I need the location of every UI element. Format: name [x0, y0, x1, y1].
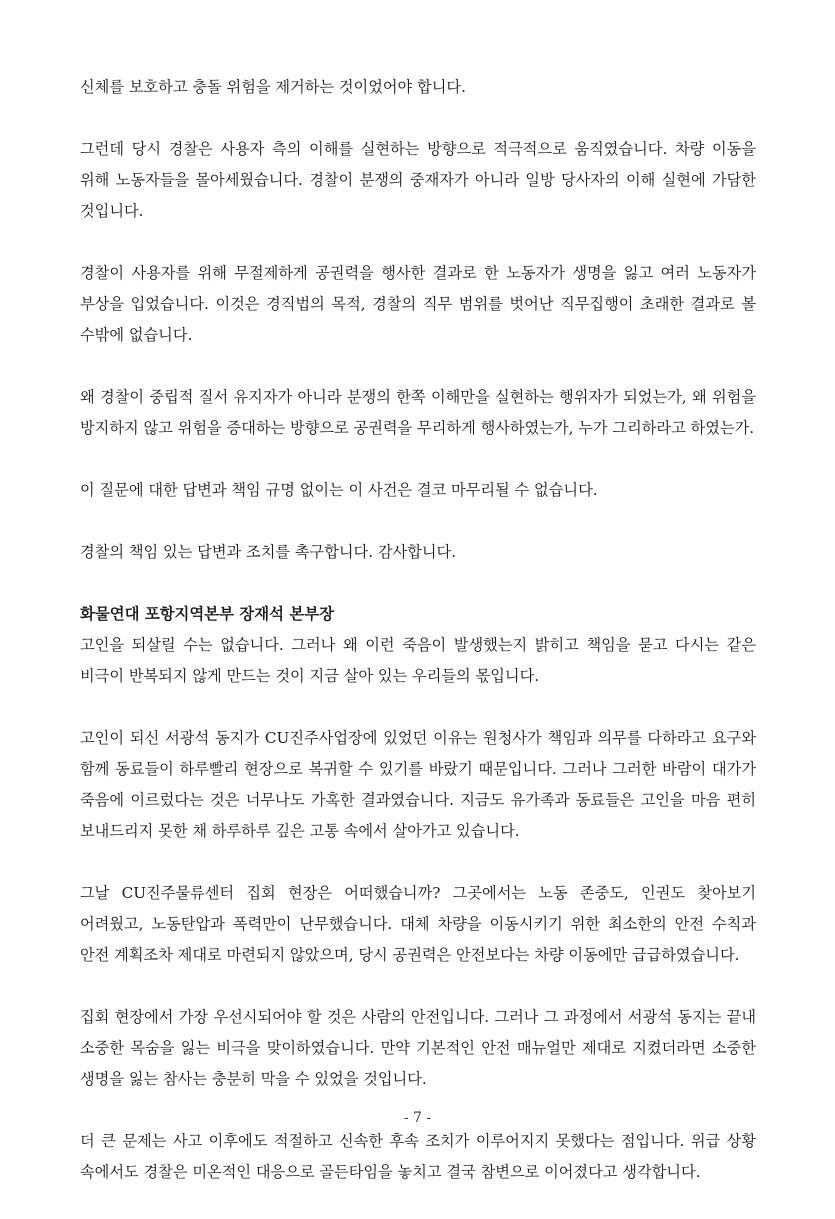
paragraph: 집회 현장에서 가장 우선시되어야 할 것은 사람의 안전입니다. 그러나 그 과정에서 서광석 동지는 끝내 소중한 목숨을 잃는 비극을 맞이하였습니다. 만약 기본적인 안전 매뉴얼만 제대로 지켰더라면 소중한 생명을 잃는 참사는 충분히 막을 수 있었을 것입니다.: [80, 1008, 756, 1088]
paragraph: 고인이 되신 서광석 동지가 CU진주사업장에 있었던 이유는 원청사가 책임과 의무를 다하라고 요구와 함께 동료들이 하루빨리 현장으로 복귀할 수 있기를 바랐기 때문입니다. 그러나 그러한 바람이 대가가 죽음에 이르렀다는 것은 너무나도 가혹한 결과였습니다. 지금도 유가족과 동료들은 고인을 마음 편히 보내드리지 못한 채 하루하루 깊은 고통 속에서 살아가고 있습니다.: [80, 729, 756, 840]
paragraph: 그런데 당시 경찰은 사용자 측의 이해를 실현하는 방향으로 적극적으로 움직였습니다. 차량 이동을 위해 노동자들을 몰아세웠습니다. 경찰이 분쟁의 중재자가 아니라 일방 당사자의 이해 실현에 가담한 것입니다.: [80, 140, 756, 220]
paragraph: 신체를 보호하고 충돌 위험을 제거하는 것이었어야 합니다.: [80, 78, 466, 96]
section-heading: 화물연대 포항지역본부 장재석 본부장: [80, 605, 334, 623]
paragraph: 고인을 되살릴 수는 없습니다. 그러나 왜 이런 죽음이 발생했는지 밝히고 책임을 묻고 다시는 같은 비극이 반복되지 않게 만드는 것이 지금 살아 있는 우리들의 몫입니다.: [80, 636, 756, 685]
paragraph: 이 질문에 대한 답변과 책임 규명 없이는 이 사건은 결코 마무리될 수 없습니다.: [80, 481, 598, 499]
paragraph: 경찰이 사용자를 위해 무절제하게 공권력을 행사한 결과로 한 노동자가 생명을 잃고 여러 노동자가 부상을 입었습니다. 이것은 경직법의 목적, 경찰의 직무 범위를 벗어난 직무집행이 초래한 결과로 볼 수밖에 없습니다.: [80, 264, 756, 344]
paragraph: 왜 경찰이 중립적 질서 유지자가 아니라 분쟁의 한쪽 이해만을 실현하는 행위자가 되었는가, 왜 위험을 방지하지 않고 위험을 증대하는 방향으로 공권력을 무리하게 행사하였는가, 누가 그리하라고 하였는가.: [80, 388, 756, 437]
paragraph: 경찰의 책임 있는 답변과 조치를 촉구합니다. 감사합니다.: [80, 543, 457, 561]
paragraph: 더 큰 문제는 사고 이후에도 적절하고 신속한 후속 조치가 이루어지지 못했다는 점입니다. 위급 상황 속에서도 경찰은 미온적인 대응으로 골든타임을 놓치고 결국 참변으로 이어졌다고 생각합니다.: [80, 1132, 756, 1181]
page-number: - 7 -: [403, 1110, 432, 1126]
document-body: [80, 72, 756, 1219]
paragraph: 그날 CU진주물류센터 집회 현장은 어떠했습니까? 그곳에서는 노동 존중도, 인권도 찾아보기 어려웠고, 노동탄압과 폭력만이 난무했습니다. 대체 차량을 이동시키기 위한 최소한의 안전 수칙과 안전 계획조차 제대로 마련되지 않았으며, 당시 공권력은 안전보다는 차량 이동에만 급급하였습니다.: [80, 884, 756, 964]
